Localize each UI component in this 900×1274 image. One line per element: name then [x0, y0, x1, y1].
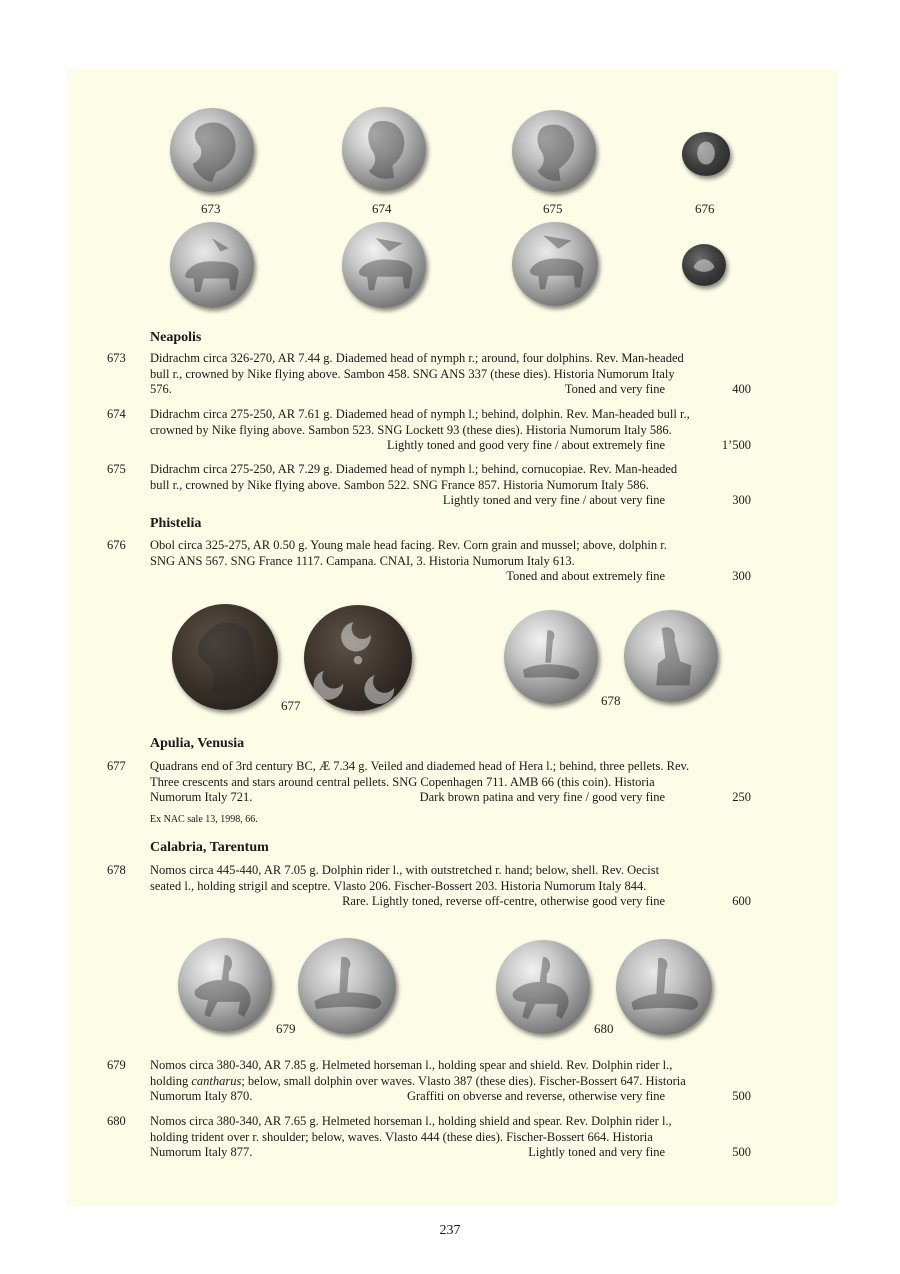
coin-673-reverse	[170, 222, 254, 308]
section-heading-phistelia: Phistelia	[150, 516, 202, 531]
description-line: Obol circa 325-275, AR 0.50 g. Young male head facing. Rev. Corn grain and mussel; above, dolphin r.	[150, 538, 667, 552]
coin-678-reverse	[624, 610, 718, 702]
coin-label-680: 680	[594, 1021, 614, 1036]
coin-680-reverse	[616, 939, 712, 1035]
coin-674-reverse	[342, 222, 426, 308]
lot-description-673	[150, 351, 751, 398]
estimate-price: 300	[732, 493, 751, 507]
description-line: Nomos circa 380-340, AR 7.85 g. Helmeted horseman l., holding spear and shield. Rev. Dolphin rider l.,	[150, 1058, 673, 1072]
description-line: crowned by Nike flying above. Sambon 523. SNG Lockett 93 (these dies). Historia Numorum Italy 586.	[150, 422, 672, 437]
lot-number-675: 675	[107, 462, 126, 476]
coin-label-678: 678	[601, 693, 621, 708]
lot-description-679	[150, 1058, 751, 1105]
estimate-price: 1’500	[721, 438, 751, 452]
description-line: Numorum Italy 721.	[150, 790, 253, 804]
coin-676-obverse	[682, 132, 730, 176]
condition-grade: Lightly toned and very fine	[528, 1145, 665, 1159]
description-line: bull r., crowned by Nike flying above. Sambon 522. SNG France 857. Historia Numorum Italy 586.	[150, 477, 649, 492]
lot-description-674	[150, 407, 751, 454]
italic-term: cantharus	[191, 1073, 242, 1088]
description-line: Didrachm circa 326-270, AR 7.44 g. Diademed head of nymph r.; around, four dolphins. Rev. Man-headed	[150, 351, 684, 365]
lot-description-677	[150, 759, 751, 806]
description-line: 576.	[150, 382, 172, 396]
lot-number-676: 676	[107, 538, 126, 552]
coin-677-obverse	[172, 604, 278, 710]
lot-description-678	[150, 863, 751, 910]
coin-label-677: 677	[281, 698, 301, 713]
description-line	[150, 1074, 751, 1090]
condition-grade: Graffiti on obverse and reverse, otherwise very fine	[406, 1089, 665, 1103]
coin-675-reverse	[512, 222, 598, 306]
estimate-price: 400	[732, 382, 751, 396]
estimate-price: 300	[732, 569, 751, 583]
condition-grade: Lightly toned and very fine / about very fine	[442, 493, 665, 507]
condition-grade: Dark brown patina and very fine / good very fine	[419, 790, 665, 804]
description-line: seated l., holding strigil and sceptre. Vlasto 206. Fischer-Bossert 203. Historia Numorum Italy 844.	[150, 878, 647, 893]
lot-number-678: 678	[107, 863, 126, 877]
coin-label-674: 674	[372, 201, 392, 216]
section-heading-apulia-venusia: Apulia, Venusia	[150, 736, 245, 751]
estimate-price: 500	[732, 1089, 751, 1103]
section-heading-neapolis: Neapolis	[150, 330, 202, 345]
description-line: Numorum Italy 870.	[150, 1089, 253, 1103]
coin-675-obverse	[512, 110, 596, 192]
description-line: SNG ANS 567. SNG France 1117. Campana. CNAI, 3. Historia Numorum Italy 613.	[150, 553, 575, 568]
lot-number-673: 673	[107, 351, 126, 365]
description-line: Nomos circa 380-340, AR 7.65 g. Helmeted horseman l., holding shield and spear. Rev. Dolphin rider l.,	[150, 1114, 672, 1128]
estimate-price: 600	[732, 894, 751, 908]
condition-grade: Toned and very fine	[564, 382, 665, 396]
coin-674-obverse	[342, 107, 426, 191]
lot-number-677: 677	[107, 759, 126, 773]
lot-description-676	[150, 538, 751, 585]
description-line: Quadrans end of 3rd century BC, Æ 7.34 g. Veiled and diademed head of Hera l.; behind, three pellets. Rev.	[150, 759, 690, 773]
description-line: holding trident over r. shoulder; below, waves. Vlasto 444 (these dies). Fischer-Bossert 664. Historia	[150, 1129, 653, 1144]
lot-number-674: 674	[107, 407, 126, 421]
coin-label-679: 679	[276, 1021, 296, 1036]
description-line: Didrachm circa 275-250, AR 7.29 g. Diademed head of nymph l.; behind, cornucopiae. Rev. Man-headed	[150, 462, 678, 476]
coin-678-obverse	[504, 610, 598, 704]
estimate-price: 500	[732, 1145, 751, 1159]
lot-description-675	[150, 462, 751, 509]
description-text: ; below, small dolphin over waves. Vlasto 387 (these dies). Fischer-Bossert 647. Historia	[241, 1073, 686, 1088]
lot-number-680: 680	[107, 1114, 126, 1128]
section-heading-calabria-tarentum: Calabria, Tarentum	[150, 840, 269, 855]
coin-679-obverse	[178, 938, 272, 1032]
coin-679-reverse	[298, 938, 396, 1034]
description-line: Numorum Italy 877.	[150, 1145, 253, 1159]
description-line: Nomos circa 445-440, AR 7.05 g. Dolphin rider l., with outstretched r. hand; below, shell. Rev. Oecist	[150, 863, 660, 877]
estimate-price: 250	[732, 790, 751, 804]
coin-label-676: 676	[695, 201, 715, 216]
coin-673-obverse	[170, 108, 254, 192]
coin-label-675: 675	[543, 201, 563, 216]
provenance-note: Ex NAC sale 13, 1998, 66.	[150, 814, 258, 825]
description-text: holding	[150, 1073, 192, 1088]
description-line: Three crescents and stars around central pellets. SNG Copenhagen 711. AMB 66 (this coin). Historia	[150, 774, 655, 789]
coin-677-reverse	[304, 605, 412, 711]
coin-680-obverse	[496, 940, 590, 1034]
page-number: 237	[439, 1223, 461, 1238]
description-line: bull r., crowned by Nike flying above. Sambon 458. SNG ANS 337 (these dies). Historia Numorum Italy	[150, 366, 675, 381]
lot-number-679: 679	[107, 1058, 126, 1072]
coin-label-673: 673	[201, 201, 221, 216]
lot-description-680	[150, 1114, 751, 1161]
condition-grade: Rare. Lightly toned, reverse off-centre, otherwise good very fine	[342, 894, 665, 908]
coin-676-reverse	[682, 244, 726, 286]
condition-grade: Toned and about extremely fine	[506, 569, 665, 583]
condition-grade: Lightly toned and good very fine / about extremely fine	[386, 438, 665, 452]
description-line: Didrachm circa 275-250, AR 7.61 g. Diademed head of nymph l.; behind, dolphin. Rev. Man-headed bull r.,	[150, 407, 690, 421]
